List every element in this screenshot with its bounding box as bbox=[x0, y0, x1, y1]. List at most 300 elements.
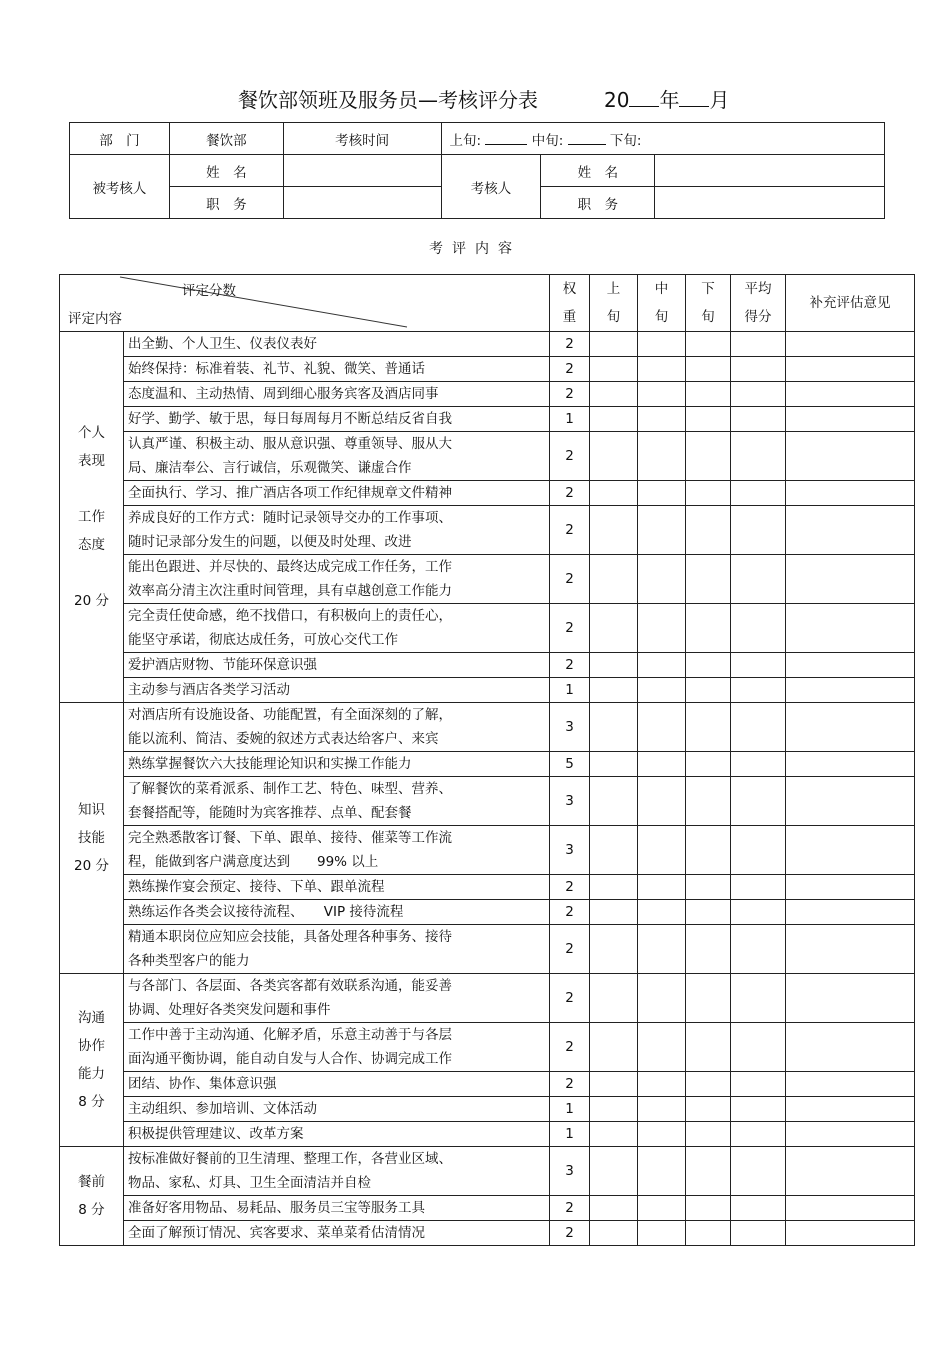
category-line: 餐前 bbox=[78, 1174, 105, 1190]
avg-score-cell[interactable] bbox=[731, 703, 786, 752]
table-row bbox=[60, 604, 915, 653]
criterion-line: 出全勤、个人卫生、仪表仪表好 bbox=[128, 336, 317, 352]
category-cell bbox=[60, 332, 124, 703]
criterion-text bbox=[124, 432, 550, 481]
early-score-cell[interactable] bbox=[590, 1221, 638, 1246]
table-row bbox=[60, 925, 915, 974]
mid-score-cell[interactable] bbox=[638, 1023, 686, 1072]
mid-score-cell[interactable] bbox=[638, 653, 686, 678]
category-line: 协作 bbox=[78, 1038, 105, 1054]
avg-score-cell[interactable] bbox=[731, 1196, 786, 1221]
header-info-table bbox=[69, 122, 885, 219]
early-score-cell[interactable] bbox=[590, 481, 638, 506]
assessor-label: 考核人 bbox=[441, 155, 541, 219]
month-suffix: 月 bbox=[709, 88, 730, 112]
early-score-cell[interactable] bbox=[590, 357, 638, 382]
late-score-cell[interactable] bbox=[686, 481, 731, 506]
weight-cell: 2 bbox=[550, 432, 590, 481]
criterion-line: 程，能做到客户满意度达到 99% 以上 bbox=[128, 854, 379, 870]
criterion-line: 了解餐饮的菜肴派系、制作工艺、特色、味型、营养、 bbox=[128, 781, 452, 797]
table-row bbox=[60, 703, 915, 752]
late-label: 下旬: bbox=[609, 132, 642, 149]
comment-cell[interactable] bbox=[786, 1221, 915, 1246]
year-suffix: 年 bbox=[659, 88, 680, 112]
category-line bbox=[64, 559, 119, 587]
criterion-line: 物品、家私、灯具、卫生全面清洁并自检 bbox=[128, 1175, 371, 1191]
mid-score-cell[interactable] bbox=[638, 1097, 686, 1122]
criterion-text bbox=[124, 1023, 550, 1072]
avg-score-cell[interactable] bbox=[731, 357, 786, 382]
late-score-cell[interactable] bbox=[686, 900, 731, 925]
late-score-cell[interactable] bbox=[686, 407, 731, 432]
comment-cell[interactable] bbox=[786, 357, 915, 382]
late-score-cell[interactable] bbox=[686, 752, 731, 777]
late-score-cell[interactable] bbox=[686, 604, 731, 653]
criterion-text bbox=[124, 752, 550, 777]
criterion-text bbox=[124, 604, 550, 653]
criterion-text bbox=[124, 382, 550, 407]
comment-cell[interactable] bbox=[786, 382, 915, 407]
criterion-text bbox=[124, 826, 550, 875]
table-row bbox=[60, 826, 915, 875]
mid-score-cell[interactable] bbox=[638, 678, 686, 703]
late-score-cell[interactable] bbox=[686, 382, 731, 407]
criterion-line: 对酒店所有设施设备、功能配置，有全面深刻的了解， bbox=[128, 707, 452, 723]
mid-score-cell[interactable] bbox=[638, 432, 686, 481]
comment-cell[interactable] bbox=[786, 826, 915, 875]
mid-score-cell[interactable] bbox=[638, 357, 686, 382]
weight-cell: 2 bbox=[550, 925, 590, 974]
mid-score-cell[interactable] bbox=[638, 332, 686, 357]
weight-cell: 1 bbox=[550, 1122, 590, 1147]
early-score-cell[interactable] bbox=[590, 332, 638, 357]
category-cell bbox=[60, 1147, 124, 1246]
early-score-cell[interactable] bbox=[590, 1196, 638, 1221]
avg-score-cell[interactable] bbox=[731, 826, 786, 875]
early-score-cell[interactable] bbox=[590, 1023, 638, 1072]
criterion-line: 精通本职岗位应知应会技能，具备处理各种事务、接待 bbox=[128, 929, 452, 945]
avg-score-cell[interactable] bbox=[731, 1023, 786, 1072]
weight-cell: 1 bbox=[550, 678, 590, 703]
criterion-text bbox=[124, 407, 550, 432]
assessee-name-field[interactable] bbox=[283, 155, 441, 187]
table-row bbox=[60, 332, 915, 357]
criterion-text bbox=[124, 678, 550, 703]
criterion-line: 准备好客用物品、易耗品、服务员三宝等服务工具 bbox=[128, 1200, 425, 1216]
comment-header: 补充评估意见 bbox=[786, 275, 915, 332]
table-header-row bbox=[60, 275, 915, 332]
criterion-line: 团结、协作、集体意识强 bbox=[128, 1076, 277, 1092]
criterion-line: 工作中善于主动沟通、化解矛盾，乐意主动善于与各层 bbox=[128, 1027, 452, 1043]
category-cell bbox=[60, 703, 124, 974]
weight-cell: 2 bbox=[550, 382, 590, 407]
early-score-cell[interactable] bbox=[590, 777, 638, 826]
mid-score-cell[interactable] bbox=[638, 506, 686, 555]
year-prefix: 20 bbox=[604, 88, 630, 112]
comment-cell[interactable] bbox=[786, 432, 915, 481]
avg-score-cell[interactable] bbox=[731, 1097, 786, 1122]
year-blank[interactable] bbox=[629, 88, 659, 107]
form-date bbox=[604, 84, 729, 113]
comment-cell[interactable] bbox=[786, 1196, 915, 1221]
mid-score-cell[interactable] bbox=[638, 752, 686, 777]
category-line: 20 分 bbox=[74, 858, 109, 874]
criterion-line: 全面执行、学习、推广酒店各项工作纪律规章文件精神 bbox=[128, 485, 452, 501]
criterion-line: 随时记录部分发生的问题，以便及时处理、改进 bbox=[128, 534, 412, 550]
criterion-line: 完全责任使命感，绝不找借口，有积极向上的责任心， bbox=[128, 608, 452, 624]
mid-score-cell[interactable] bbox=[638, 1221, 686, 1246]
early-score-cell[interactable] bbox=[590, 752, 638, 777]
criterion-line: 效率高分清主次注重时间管理，具有卓越创意工作能力 bbox=[128, 583, 452, 599]
mid-score-cell[interactable] bbox=[638, 382, 686, 407]
late-score-cell[interactable] bbox=[686, 1147, 731, 1196]
criterion-line: 面沟通平衡协调，能自动自发与人合作、协调完成工作 bbox=[128, 1051, 452, 1067]
table-row bbox=[60, 1221, 915, 1246]
dept-label: 部 门 bbox=[70, 123, 170, 155]
mid-score-cell[interactable] bbox=[638, 875, 686, 900]
avg-score-cell[interactable] bbox=[731, 900, 786, 925]
table-row bbox=[60, 1147, 915, 1196]
table-row bbox=[60, 1023, 915, 1072]
late-score-cell[interactable] bbox=[686, 432, 731, 481]
table-row bbox=[60, 653, 915, 678]
comment-cell[interactable] bbox=[786, 752, 915, 777]
criterion-line: 完全熟悉散客订餐、下单、跟单、接待、催菜等工作流 bbox=[128, 830, 452, 846]
table-row bbox=[60, 974, 915, 1023]
diagonal-line bbox=[60, 275, 550, 331]
weight-cell: 2 bbox=[550, 332, 590, 357]
late-score-cell[interactable] bbox=[686, 1196, 731, 1221]
table-row bbox=[60, 1097, 915, 1122]
avg-score-cell[interactable] bbox=[731, 555, 786, 604]
avg-score-cell[interactable] bbox=[731, 1147, 786, 1196]
criterion-text bbox=[124, 1196, 550, 1221]
comment-cell[interactable] bbox=[786, 407, 915, 432]
criterion-text bbox=[124, 974, 550, 1023]
assessee-name-label: 姓 名 bbox=[169, 155, 283, 187]
table-row bbox=[60, 432, 915, 481]
weight-cell: 2 bbox=[550, 357, 590, 382]
early-score-cell[interactable] bbox=[590, 382, 638, 407]
comment-cell[interactable] bbox=[786, 1023, 915, 1072]
mid-score-cell[interactable] bbox=[638, 407, 686, 432]
comment-cell[interactable] bbox=[786, 925, 915, 974]
criterion-line: 局、廉洁奉公、言行诚信，乐观微笑、谦虚合作 bbox=[128, 460, 412, 476]
month-blank[interactable] bbox=[679, 88, 709, 107]
weight-cell: 2 bbox=[550, 555, 590, 604]
category-line: 表现 bbox=[78, 453, 105, 469]
criterion-text bbox=[124, 925, 550, 974]
comment-cell[interactable] bbox=[786, 678, 915, 703]
criterion-line: 熟练掌握餐饮六大技能理论知识和实操工作能力 bbox=[128, 756, 412, 772]
weight-cell: 2 bbox=[550, 900, 590, 925]
weight-header: 权 重 bbox=[550, 275, 590, 332]
late-score-cell[interactable] bbox=[686, 1072, 731, 1097]
avg-score-cell[interactable] bbox=[731, 481, 786, 506]
late-score-cell[interactable] bbox=[686, 875, 731, 900]
comment-cell[interactable] bbox=[786, 555, 915, 604]
avg-score-cell[interactable] bbox=[731, 1221, 786, 1246]
late-score-cell[interactable] bbox=[686, 678, 731, 703]
mid-score-cell[interactable] bbox=[638, 925, 686, 974]
criterion-line: 态度温和、主动热情、周到细心服务宾客及酒店同事 bbox=[128, 386, 439, 402]
category-line: 工作 bbox=[78, 509, 105, 525]
late-header: 下 旬 bbox=[686, 275, 731, 332]
criterion-line: 主动组织、参加培训、文体活动 bbox=[128, 1101, 317, 1117]
score-table bbox=[59, 274, 915, 1246]
comment-cell[interactable] bbox=[786, 1147, 915, 1196]
early-blank[interactable] bbox=[485, 132, 527, 145]
mid-score-cell[interactable] bbox=[638, 1072, 686, 1097]
late-score-cell[interactable] bbox=[686, 357, 731, 382]
criterion-line: 爱护酒店财物、节能环保意识强 bbox=[128, 657, 317, 673]
weight-cell: 2 bbox=[550, 974, 590, 1023]
early-score-cell[interactable] bbox=[590, 1147, 638, 1196]
criterion-text bbox=[124, 900, 550, 925]
criterion-text bbox=[124, 653, 550, 678]
late-score-cell[interactable] bbox=[686, 826, 731, 875]
late-score-cell[interactable] bbox=[686, 703, 731, 752]
weight-cell: 3 bbox=[550, 1147, 590, 1196]
category-line: 态度 bbox=[78, 537, 105, 553]
weight-cell: 2 bbox=[550, 506, 590, 555]
table-row bbox=[60, 777, 915, 826]
dept-value: 餐饮部 bbox=[169, 123, 283, 155]
early-score-cell[interactable] bbox=[590, 604, 638, 653]
criterion-text bbox=[124, 1221, 550, 1246]
avg-score-cell[interactable] bbox=[731, 653, 786, 678]
criterion-line: 套餐搭配等，能随时为宾客推荐、点单、配套餐 bbox=[128, 805, 412, 821]
avg-score-cell[interactable] bbox=[731, 382, 786, 407]
comment-cell[interactable] bbox=[786, 604, 915, 653]
avg-score-cell[interactable] bbox=[731, 432, 786, 481]
mid-score-cell[interactable] bbox=[638, 826, 686, 875]
table-row bbox=[60, 481, 915, 506]
criterion-line: 协调、处理好各类突发问题和事件 bbox=[128, 1002, 331, 1018]
category-line: 个人 bbox=[78, 425, 105, 441]
late-score-cell[interactable] bbox=[686, 777, 731, 826]
comment-cell[interactable] bbox=[786, 332, 915, 357]
weight-cell: 2 bbox=[550, 1023, 590, 1072]
assessor-position-label: 职 务 bbox=[541, 187, 655, 219]
early-score-cell[interactable] bbox=[590, 875, 638, 900]
mid-score-cell[interactable] bbox=[638, 1147, 686, 1196]
comment-cell[interactable] bbox=[786, 1097, 915, 1122]
comment-cell[interactable] bbox=[786, 506, 915, 555]
early-score-cell[interactable] bbox=[590, 703, 638, 752]
table-row bbox=[60, 678, 915, 703]
assessor-name-field[interactable] bbox=[655, 155, 885, 187]
weight-cell: 2 bbox=[550, 1196, 590, 1221]
table-row bbox=[60, 506, 915, 555]
avg-score-cell[interactable] bbox=[731, 407, 786, 432]
late-score-cell[interactable] bbox=[686, 1097, 731, 1122]
category-line: 沟通 bbox=[78, 1010, 105, 1026]
avg-score-cell[interactable] bbox=[731, 974, 786, 1023]
early-score-cell[interactable] bbox=[590, 555, 638, 604]
assessee-position-field[interactable] bbox=[283, 187, 441, 219]
time-label: 考核时间 bbox=[283, 123, 441, 155]
criterion-line: 积极提供管理建议、改革方案 bbox=[128, 1126, 304, 1142]
mid-score-cell[interactable] bbox=[638, 900, 686, 925]
early-score-cell[interactable] bbox=[590, 678, 638, 703]
avg-score-cell[interactable] bbox=[731, 332, 786, 357]
early-label: 上旬: bbox=[449, 132, 482, 149]
early-score-cell[interactable] bbox=[590, 925, 638, 974]
criterion-line: 能出色跟进、并尽快的、最终达成完成工作任务，工作 bbox=[128, 559, 452, 575]
category-line: 8 分 bbox=[78, 1094, 105, 1110]
criterion-line: 熟练操作宴会预定、接待、下单、跟单流程 bbox=[128, 879, 385, 895]
comment-cell[interactable] bbox=[786, 1072, 915, 1097]
table-row bbox=[60, 555, 915, 604]
criterion-text bbox=[124, 1147, 550, 1196]
comment-cell[interactable] bbox=[786, 703, 915, 752]
weight-cell: 2 bbox=[550, 1072, 590, 1097]
early-score-cell[interactable] bbox=[590, 506, 638, 555]
criterion-text bbox=[124, 332, 550, 357]
weight-cell: 2 bbox=[550, 653, 590, 678]
criterion-line: 能以流利、简洁、委婉的叙述方式表达给客户、来宾 bbox=[128, 731, 439, 747]
mid-score-cell[interactable] bbox=[638, 777, 686, 826]
mid-header: 中 旬 bbox=[638, 275, 686, 332]
mid-score-cell[interactable] bbox=[638, 1122, 686, 1147]
avg-score-cell[interactable] bbox=[731, 1122, 786, 1147]
criterion-line: 按标准做好餐前的卫生清理、整理工作，各营业区域、 bbox=[128, 1151, 452, 1167]
category-line bbox=[64, 475, 119, 503]
mid-score-cell[interactable] bbox=[638, 974, 686, 1023]
criterion-line: 与各部门、各层面、各类宾客都有效联系沟通，能妥善 bbox=[128, 978, 452, 994]
weight-cell: 3 bbox=[550, 703, 590, 752]
weight-cell: 5 bbox=[550, 752, 590, 777]
table-row bbox=[60, 407, 915, 432]
criterion-text bbox=[124, 703, 550, 752]
late-score-cell[interactable] bbox=[686, 653, 731, 678]
table-row bbox=[60, 1122, 915, 1147]
category-line: 知识 bbox=[78, 802, 105, 818]
criterion-text bbox=[124, 481, 550, 506]
criterion-text bbox=[124, 1072, 550, 1097]
form-title-text: 餐饮部领班及服务员—考核评分表 bbox=[238, 88, 538, 112]
table-row bbox=[60, 875, 915, 900]
time-field[interactable] bbox=[441, 123, 884, 155]
avg-score-cell[interactable] bbox=[731, 1072, 786, 1097]
weight-cell: 2 bbox=[550, 875, 590, 900]
comment-cell[interactable] bbox=[786, 481, 915, 506]
late-score-cell[interactable] bbox=[686, 925, 731, 974]
late-score-cell[interactable] bbox=[686, 974, 731, 1023]
diagonal-header-cell bbox=[60, 275, 550, 332]
table-row bbox=[60, 1196, 915, 1221]
criterion-line: 养成良好的工作方式：随时记录领导交办的工作事项、 bbox=[128, 510, 452, 526]
early-score-cell[interactable] bbox=[590, 900, 638, 925]
criterion-text bbox=[124, 777, 550, 826]
comment-cell[interactable] bbox=[786, 875, 915, 900]
content-label: 评定内容 bbox=[68, 311, 122, 327]
table-row bbox=[60, 900, 915, 925]
weight-cell: 2 bbox=[550, 604, 590, 653]
criterion-line: 主动参与酒店各类学习活动 bbox=[128, 682, 290, 698]
criterion-text bbox=[124, 555, 550, 604]
mid-score-cell[interactable] bbox=[638, 481, 686, 506]
early-score-cell[interactable] bbox=[590, 407, 638, 432]
criterion-line: 始终保持：标准着装、礼节、礼貌、微笑、普通话 bbox=[128, 361, 425, 377]
early-score-cell[interactable] bbox=[590, 974, 638, 1023]
early-score-cell[interactable] bbox=[590, 826, 638, 875]
late-score-cell[interactable] bbox=[686, 555, 731, 604]
table-row bbox=[60, 752, 915, 777]
assessee-label: 被考核人 bbox=[70, 155, 170, 219]
early-score-cell[interactable] bbox=[590, 653, 638, 678]
criterion-text bbox=[124, 357, 550, 382]
mid-label: 中旬: bbox=[531, 132, 564, 149]
assessor-name-label: 姓 名 bbox=[541, 155, 655, 187]
criterion-text bbox=[124, 1097, 550, 1122]
mid-blank[interactable] bbox=[568, 132, 606, 145]
table-row bbox=[60, 1072, 915, 1097]
assessor-position-field[interactable] bbox=[655, 187, 885, 219]
comment-cell[interactable] bbox=[786, 777, 915, 826]
weight-cell: 1 bbox=[550, 1097, 590, 1122]
late-score-cell[interactable] bbox=[686, 1122, 731, 1147]
weight-cell: 1 bbox=[550, 407, 590, 432]
weight-cell: 3 bbox=[550, 826, 590, 875]
section-label: 考评内容 bbox=[429, 241, 521, 257]
avg-score-cell[interactable] bbox=[731, 925, 786, 974]
early-score-cell[interactable] bbox=[590, 1122, 638, 1147]
comment-cell[interactable] bbox=[786, 1122, 915, 1147]
criterion-line: 能坚守承诺，彻底达成任务，可放心交代工作 bbox=[128, 632, 398, 648]
form-title bbox=[0, 84, 950, 112]
late-score-cell[interactable] bbox=[686, 332, 731, 357]
category-cell bbox=[60, 974, 124, 1147]
avg-header: 平均 得分 bbox=[731, 275, 786, 332]
criterion-line: 认真严谨、积极主动、服从意识强、尊重领导、服从大 bbox=[128, 436, 452, 452]
weight-cell: 2 bbox=[550, 481, 590, 506]
comment-cell[interactable] bbox=[786, 900, 915, 925]
avg-score-cell[interactable] bbox=[731, 777, 786, 826]
early-score-cell[interactable] bbox=[590, 432, 638, 481]
criterion-line: 全面了解预订情况、宾客要求、菜单菜肴估清情况 bbox=[128, 1225, 425, 1241]
avg-score-cell[interactable] bbox=[731, 875, 786, 900]
avg-score-cell[interactable] bbox=[731, 506, 786, 555]
mid-score-cell[interactable] bbox=[638, 1196, 686, 1221]
comment-cell[interactable] bbox=[786, 974, 915, 1023]
avg-score-cell[interactable] bbox=[731, 678, 786, 703]
mid-score-cell[interactable] bbox=[638, 555, 686, 604]
table-row bbox=[60, 382, 915, 407]
criterion-line: 好学、勤学、敏于思，每日每周每月不断总结反省自我 bbox=[128, 411, 452, 427]
mid-score-cell[interactable] bbox=[638, 604, 686, 653]
weight-cell: 2 bbox=[550, 1221, 590, 1246]
assessee-position-label: 职 务 bbox=[169, 187, 283, 219]
category-line: 技能 bbox=[78, 830, 105, 846]
late-score-cell[interactable] bbox=[686, 1023, 731, 1072]
late-score-cell[interactable] bbox=[686, 506, 731, 555]
early-score-cell[interactable] bbox=[590, 1072, 638, 1097]
weight-cell: 3 bbox=[550, 777, 590, 826]
table-row bbox=[60, 357, 915, 382]
avg-score-cell[interactable] bbox=[731, 604, 786, 653]
early-score-cell[interactable] bbox=[590, 1097, 638, 1122]
avg-score-cell[interactable] bbox=[731, 752, 786, 777]
category-line: 20 分 bbox=[74, 593, 109, 609]
late-score-cell[interactable] bbox=[686, 1221, 731, 1246]
score-label: 评定分数 bbox=[182, 283, 236, 299]
criterion-text bbox=[124, 875, 550, 900]
criterion-text bbox=[124, 506, 550, 555]
comment-cell[interactable] bbox=[786, 653, 915, 678]
mid-score-cell[interactable] bbox=[638, 703, 686, 752]
